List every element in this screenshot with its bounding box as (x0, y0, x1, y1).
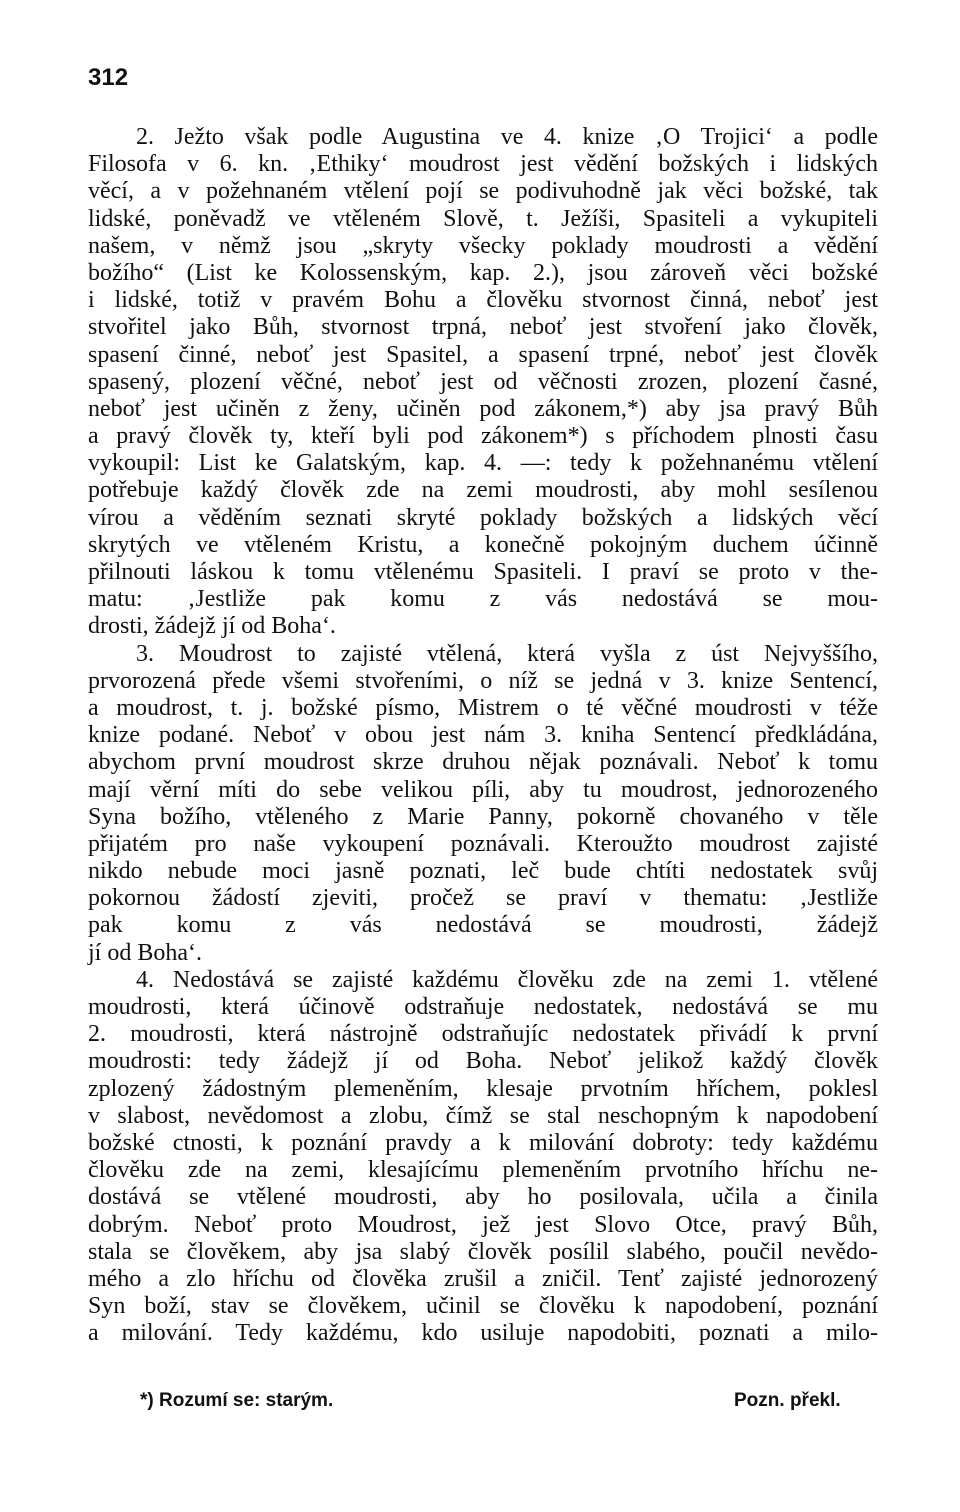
text-line: nikdo nebude moci jasně poznati, leč bude chtíti nedostatek svůj (88, 858, 878, 885)
text-line: pak komu z vás nedostává se moudrosti, žádejž (88, 912, 878, 939)
text-line: spasení činné, neboť jest Spasitel, a spasení trpné, neboť jest člověk (88, 341, 878, 368)
text-line: stala se člověkem, aby jsa slabý člověk posílil slabého, poučil nevědo- (88, 1238, 878, 1265)
text-line: vykoupil: List ke Galatským, kap. 4. —: tedy k požehnanému vtělení (88, 450, 878, 477)
page-number: 312 (88, 64, 129, 91)
text-line: a pravý člověk ty, kteří byli pod zákonem*) s příchodem plnosti času (88, 423, 878, 450)
text-line: knize podané. Neboť v obou jest nám 3. kniha Sentencí předkládána, (88, 722, 878, 749)
text-line: přilnouti láskou k tomu vtělenému Spasiteli. I praví se proto v the- (88, 559, 878, 585)
text-line: Syna božího, vtěleného z Marie Panny, pokorně chovaného v těle (88, 803, 878, 830)
text-line: a moudrost, t. j. božské písmo, Mistrem o té věčné moudrosti v téže (88, 694, 878, 721)
text-line: i lidské, totiž v pravém Bohu a člověku stvornost činná, neboť jest (88, 287, 878, 314)
text-line: božské ctnosti, k poznání pravdy a k milování dobroty: tedy každému (88, 1129, 878, 1156)
footnote-text: *) Rozumí se: starým. (140, 1390, 334, 1411)
text-line: člověku zde na zemi, klesajícímu plemeněním prvotního hříchu ne- (88, 1157, 878, 1184)
text-line: našem, v němž jsou „skryty všecky poklady moudrosti a vědění (88, 232, 878, 259)
text-line: vírou a věděním seznati skryté poklady božských a lidských věcí (88, 504, 878, 531)
text-line: Syn boží, stav se člověkem, učinil se člověku k napodobení, poznání (88, 1293, 878, 1320)
text-line: dostává se vtělené moudrosti, aby ho posilovala, učila a činila (88, 1184, 878, 1211)
text-line: drosti, žádejž jí od Boha‘. (88, 613, 336, 640)
text-line: dobrým. Neboť proto Moudrost, jež jest Slovo Otce, pravý Bůh, (88, 1211, 878, 1238)
text-line: zplozený žádostným plemeněním, klesaje prvotním hříchem, poklesl (88, 1075, 878, 1102)
text-line: 2. Ježto však podle Augustina ve 4. knize ‚O Trojici‘ a podle (136, 124, 878, 150)
text-line: potřebuje každý člověk zde na zemi moudrosti, aby mohl sesílenou (88, 477, 878, 504)
text-line: spasený, plození věčné, neboť jest od věčnosti zrozen, plození časné, (88, 368, 878, 395)
text-line: neboť jest učiněn z ženy, učiněn pod zákonem,*) aby jsa pravý Bůh (88, 395, 878, 422)
text-line: přijatém pro naše vykoupení poznávali. Kteroužto moudrost zajisté (88, 830, 878, 857)
body-text (88, 124, 878, 1347)
text-line: prvorozená přede všemi stvořeními, o níž se jedná v 3. knize Sentencí, (88, 667, 878, 694)
text-line: věcí, a v požehnaném vtělení pojí se podivuhodně jak věci božské, tak (88, 178, 878, 205)
text-line: mají věrní míti do sebe velikou píli, aby tu moudrost, jednorozeného (88, 776, 878, 803)
text-line: mého a zlo hříchu od člověka zrušil a zničil. Tenť zajisté jednorozený (88, 1265, 878, 1292)
text-line: lidské, poněvadž ve vtěleném Slově, t. Ježíši, Spasiteli a vykupiteli (88, 205, 878, 232)
text-line: stvořitel jako Bůh, stvornost trpná, neboť jest stvoření jako člověk, (88, 314, 878, 341)
text-line: pokornou žádostí zjeviti, pročež se praví v thematu: ‚Jestliže (88, 885, 878, 912)
text-line: a milování. Tedy každému, kdo usiluje napodobiti, poznati a milo- (88, 1320, 878, 1347)
text-line: 3. Moudrost to zajisté vtělená, která vyšla z úst Nejvyššího, (136, 640, 878, 667)
text-line: Filosofa v 6. kn. ‚Ethiky‘ moudrost jest vědění božských i lidských (88, 151, 878, 178)
text-line: abychom první moudrost skrze druhou nějak poznávali. Neboť k tomu (88, 749, 878, 776)
text-line: matu: ‚Jestliže pak komu z vás nedostává se mou- (88, 586, 878, 613)
text-line: moudrosti, která účinově odstraňuje nedostatek, nedostává se mu (88, 994, 878, 1020)
footnote-credit: Pozn. překl. (734, 1390, 841, 1411)
text-line: skrytých ve vtěleném Kristu, a konečně pokojným duchem účinně (88, 531, 878, 558)
text-line: 4. Nedostává se zajisté každému člověku zde na zemi 1. vtělené (136, 966, 878, 993)
text-line: jí od Boha‘. (88, 939, 202, 966)
text-line: moudrosti: tedy žádejž jí od Boha. Neboť jelikož každý člověk (88, 1048, 878, 1075)
text-line: božího“ (List ke Kolossenským, kap. 2.), jsou zároveň věci božské (88, 259, 878, 286)
text-line: v slabost, nevědomost a zlobu, čímž se stal neschopným k napodobení (88, 1102, 878, 1129)
text-line: 2. moudrosti, která nástrojně odstraňujíc nedostatek přivádí k první (88, 1021, 878, 1048)
